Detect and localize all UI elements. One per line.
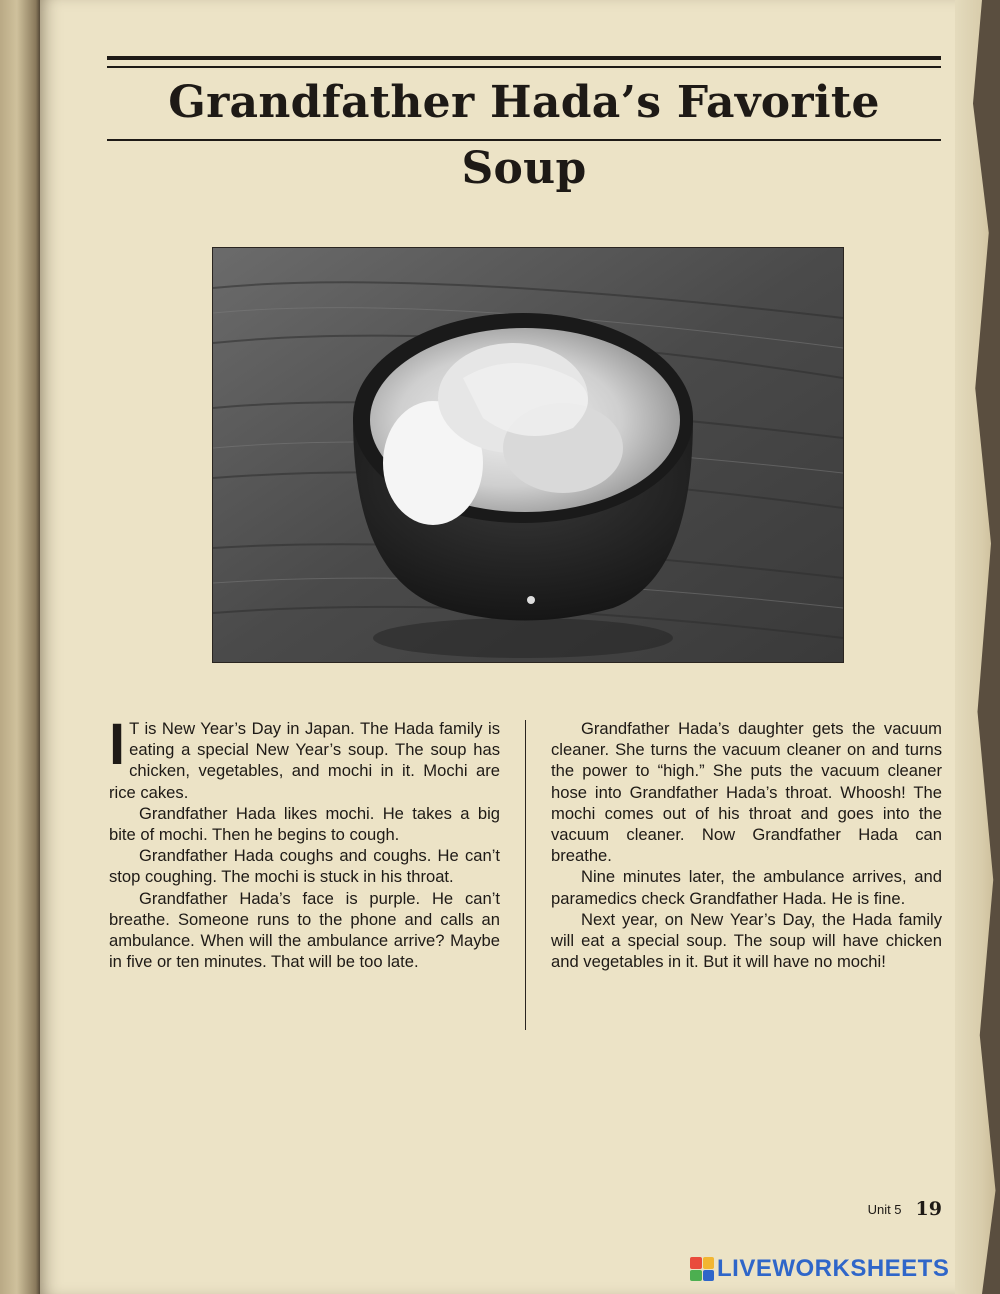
- article-column-left: [109, 712, 500, 972]
- soup-bowl-photo-icon: [213, 248, 843, 662]
- watermark-text: LIVEWORKSHEETS: [717, 1255, 950, 1282]
- logo-square: [690, 1257, 702, 1269]
- unit-label: Unit 5: [867, 1201, 902, 1217]
- drop-cap: I: [109, 712, 126, 777]
- paragraph: Nine minutes later, the ambulance arrives, and paramedics check Grandfather Hada. He is fine.: [551, 867, 942, 908]
- title-rule-thick: [107, 56, 941, 60]
- title-rule-thin-top: [107, 66, 941, 68]
- paragraph: Grandfather Hada’s face is purple. He can’t breathe. Someone runs to the phone and calls an ambulance. When will the ambulance arrive? Maybe in five or ten minutes. That will be too late.: [109, 888, 500, 972]
- column-divider: [525, 720, 526, 1030]
- liveworksheets-watermark: [690, 1256, 990, 1282]
- paragraph: Grandfather Hada coughs and coughs. He can’t stop coughing. The mochi is stuck in his throat.: [109, 846, 500, 887]
- logo-square: [703, 1257, 715, 1269]
- logo-square: [690, 1270, 702, 1282]
- paragraph: Grandfather Hada’s daughter gets the vacuum cleaner. She turns the vacuum cleaner on and turns the power to “high.” She puts the vacuum cleaner hose into Grandfather Hada’s throat. Whoosh! The mochi comes out of his throat and goes into the vacuum cleaner. Now Grandfather Hada can breathe.: [551, 719, 942, 866]
- paragraph-text: T is New Year’s Day in Japan. The Hada family is eating a special New Year’s soup. The soup has chicken, vegetables, and mochi in it. Mochi are rice cakes.: [109, 719, 500, 802]
- paragraph: Next year, on New Year’s Day, the Hada family will eat a special soup. The soup will have chicken and vegetables in it. But it will have no mochi!: [551, 909, 942, 972]
- page-number: 19: [915, 1198, 942, 1220]
- logo-square: [703, 1270, 715, 1282]
- page-edge: [955, 0, 1000, 1294]
- title-rule-thin-bottom: [107, 139, 941, 141]
- paragraph: [109, 712, 500, 803]
- book-binding: [0, 0, 42, 1294]
- page-title: Grandfather Hada’s Favorite Soup: [168, 77, 880, 194]
- paragraph: Grandfather Hada likes mochi. He takes a big bite of mochi. Then he begins to cough.: [109, 803, 500, 845]
- soup-bowl-photo: [212, 247, 844, 663]
- article-column-right: [551, 718, 942, 972]
- liveworksheets-logo-icon: [690, 1257, 714, 1281]
- page-footer: [820, 1198, 942, 1222]
